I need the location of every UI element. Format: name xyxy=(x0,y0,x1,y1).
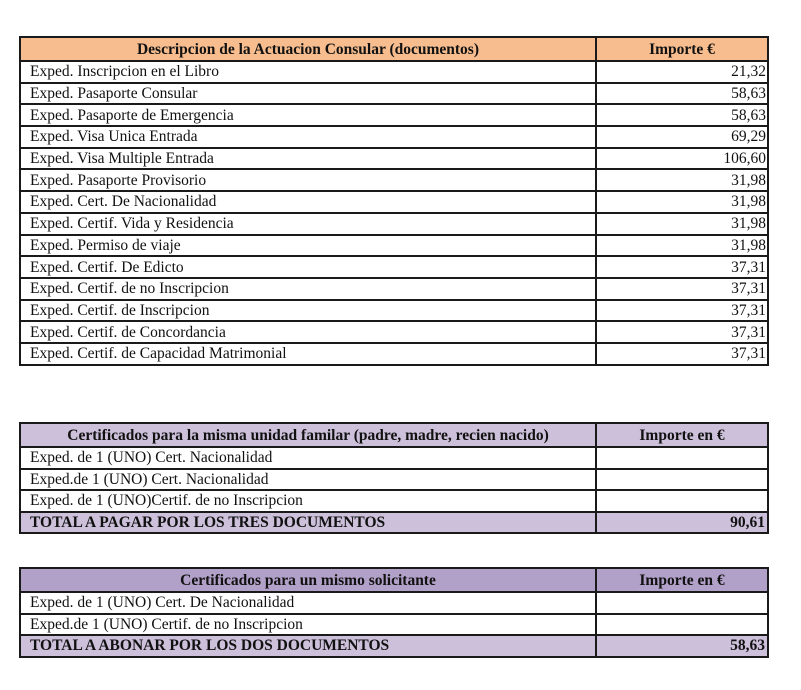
row-amount: 37,31 xyxy=(596,343,768,365)
table-row xyxy=(20,191,768,213)
row-amount: 31,98 xyxy=(596,235,768,257)
consular-fees-body xyxy=(20,61,768,365)
family-unit-certificates-table xyxy=(19,422,769,534)
row-amount: 31,98 xyxy=(596,169,768,191)
row-description: Exped. Cert. De Nacionalidad xyxy=(20,191,596,213)
table-header-row xyxy=(20,37,768,61)
same-applicant-certificates-table xyxy=(19,567,769,658)
row-amount: 69,29 xyxy=(596,126,768,148)
table-row xyxy=(20,256,768,278)
description-column-header: Certificados para la misma unidad familar (padre, madre, recien nacido) xyxy=(20,423,596,447)
row-description: Exped. Pasaporte Provisorio xyxy=(20,169,596,191)
row-description: Exped. Certif. de Capacidad Matrimonial xyxy=(20,343,596,365)
row-amount: 37,31 xyxy=(596,300,768,322)
same-applicant-certificates-body xyxy=(20,592,768,635)
table-header-row xyxy=(20,423,768,447)
table-row xyxy=(20,592,768,614)
family-unit-certificates-body xyxy=(20,447,768,512)
table-row xyxy=(20,447,768,469)
total-label: TOTAL A PAGAR POR LOS TRES DOCUMENTOS xyxy=(20,512,596,534)
row-description: Exped. Certif. De Edicto xyxy=(20,256,596,278)
row-description: Exped. Certif. de no Inscripcion xyxy=(20,278,596,300)
total-row xyxy=(20,635,768,657)
row-description: Exped. Pasaporte Consular xyxy=(20,83,596,105)
row-amount: 37,31 xyxy=(596,278,768,300)
description-column-header: Certificados para un mismo solicitante xyxy=(20,568,596,592)
row-amount: 37,31 xyxy=(596,256,768,278)
table-row xyxy=(20,169,768,191)
row-amount xyxy=(596,614,768,636)
row-description: Exped.de 1 (UNO) Cert. Nacionalidad xyxy=(20,469,596,491)
row-description: Exped. de 1 (UNO) Cert. Nacionalidad xyxy=(20,447,596,469)
table-row xyxy=(20,213,768,235)
table-row xyxy=(20,321,768,343)
row-description: Exped. Visa Multiple Entrada xyxy=(20,148,596,170)
row-amount: 31,98 xyxy=(596,213,768,235)
row-description: Exped. Certif. de Concordancia xyxy=(20,321,596,343)
table-row xyxy=(20,61,768,83)
table-row xyxy=(20,83,768,105)
table-row xyxy=(20,148,768,170)
row-description: Exped. Certif. de Inscripcion xyxy=(20,300,596,322)
consular-fees-table xyxy=(19,36,769,366)
amount-column-header: Importe € xyxy=(596,37,768,61)
table-row xyxy=(20,343,768,365)
row-amount xyxy=(596,592,768,614)
total-amount: 58,63 xyxy=(596,635,768,657)
table-row xyxy=(20,469,768,491)
table-row xyxy=(20,278,768,300)
total-row xyxy=(20,512,768,534)
row-description: Exped. Inscripcion en el Libro xyxy=(20,61,596,83)
row-amount: 37,31 xyxy=(596,321,768,343)
table-row xyxy=(20,300,768,322)
row-description: Exped. Pasaporte de Emergencia xyxy=(20,104,596,126)
description-column-header: Descripcion de la Actuacion Consular (documentos) xyxy=(20,37,596,61)
amount-column-header: Importe en € xyxy=(596,423,768,447)
table-row xyxy=(20,104,768,126)
table-row xyxy=(20,235,768,257)
row-amount: 106,60 xyxy=(596,148,768,170)
row-amount xyxy=(596,490,768,512)
row-amount: 21,32 xyxy=(596,61,768,83)
total-amount: 90,61 xyxy=(596,512,768,534)
row-description: Exped. de 1 (UNO) Cert. De Nacionalidad xyxy=(20,592,596,614)
total-label: TOTAL A ABONAR POR LOS DOS DOCUMENTOS xyxy=(20,635,596,657)
table-row xyxy=(20,126,768,148)
row-description: Exped. Permiso de viaje xyxy=(20,235,596,257)
amount-column-header: Importe en € xyxy=(596,568,768,592)
row-amount: 58,63 xyxy=(596,104,768,126)
row-amount: 31,98 xyxy=(596,191,768,213)
row-amount xyxy=(596,447,768,469)
row-description: Exped. Certif. Vida y Residencia xyxy=(20,213,596,235)
row-description: Exped.de 1 (UNO) Certif. de no Inscripcion xyxy=(20,614,596,636)
row-amount xyxy=(596,469,768,491)
table-header-row xyxy=(20,568,768,592)
row-description: Exped. Visa Unica Entrada xyxy=(20,126,596,148)
row-description: Exped. de 1 (UNO)Certif. de no Inscripcion xyxy=(20,490,596,512)
table-row xyxy=(20,490,768,512)
row-amount: 58,63 xyxy=(596,83,768,105)
table-row xyxy=(20,614,768,636)
